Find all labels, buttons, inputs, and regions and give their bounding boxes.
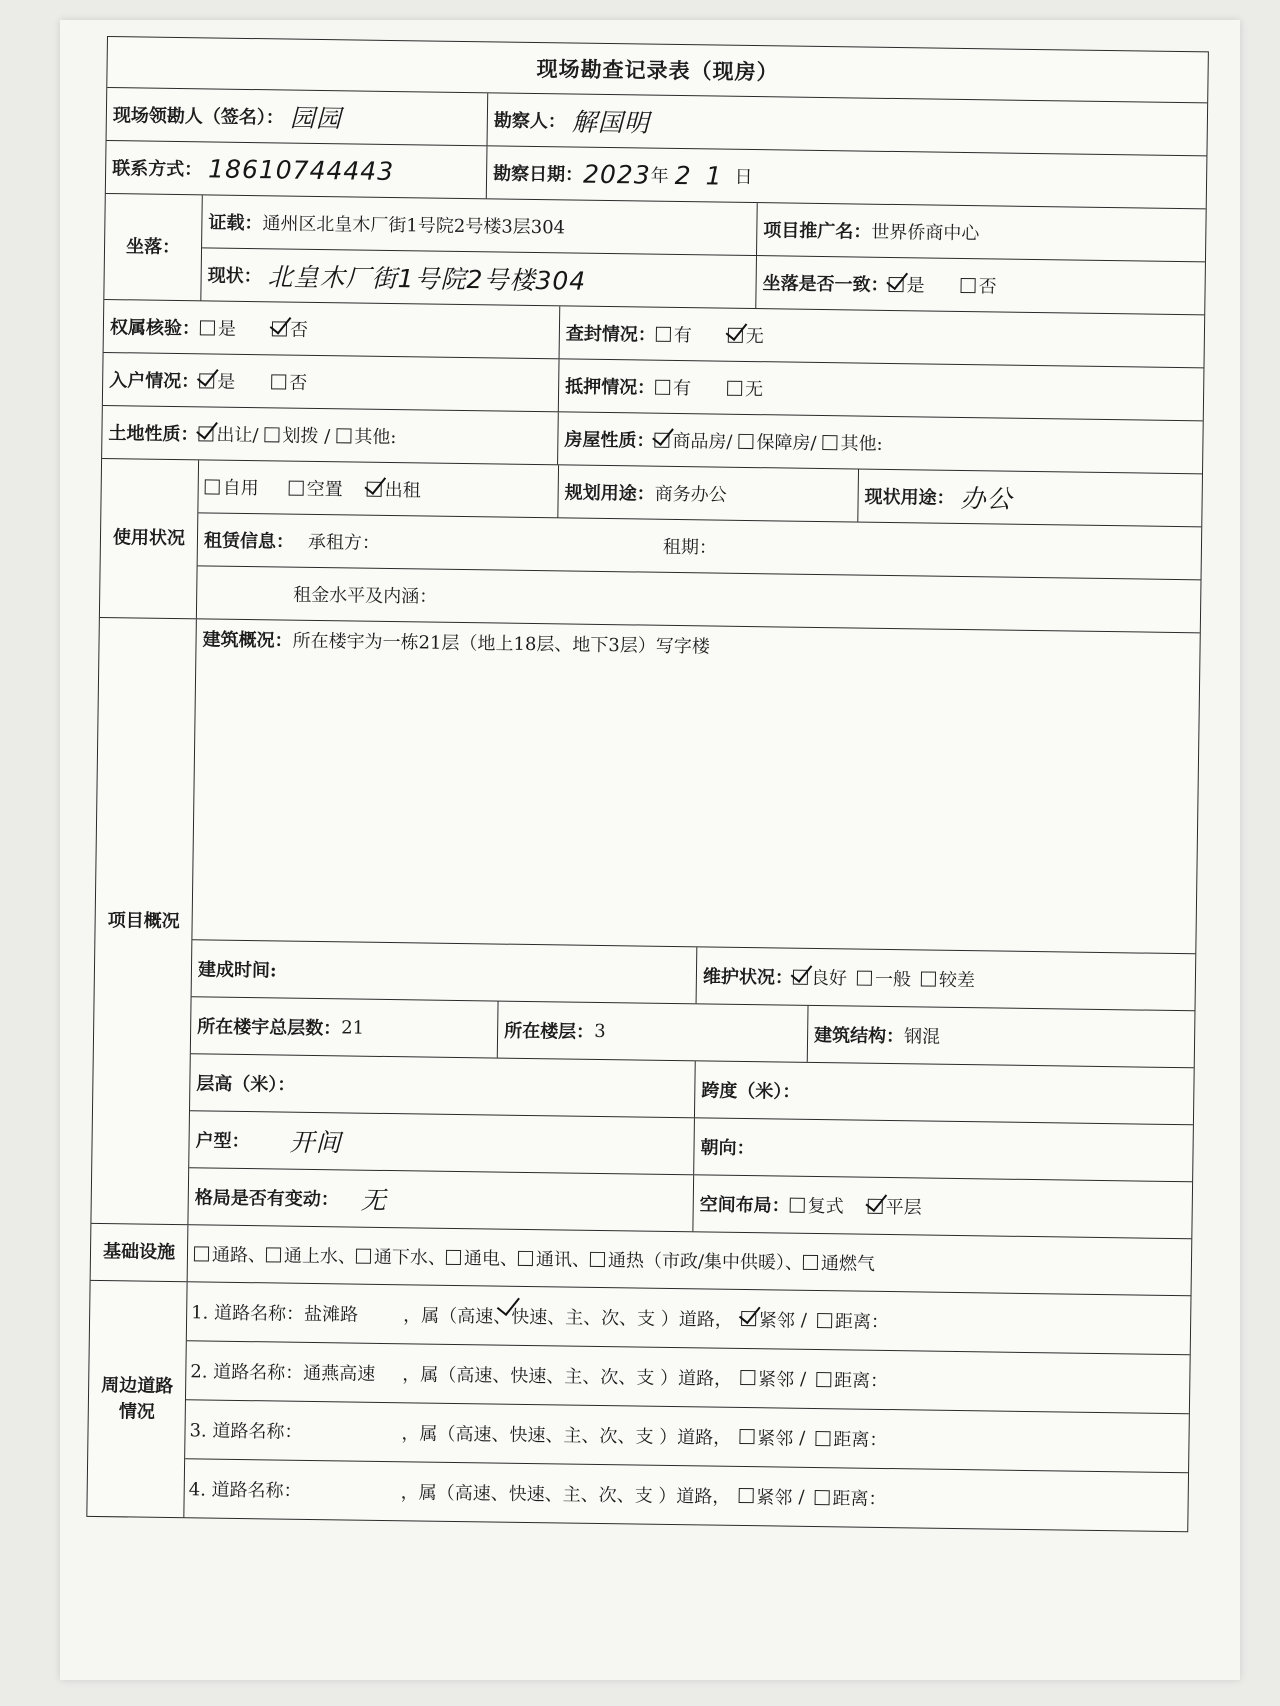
house-affordable-label: 保障房/ (756, 432, 817, 454)
seizure-label: 查封情况： (565, 323, 657, 346)
infra-heating-label: 通热（市政/集中供暖）、 (607, 1250, 804, 1274)
date-year: 2023 (582, 159, 651, 190)
layout-change-label: 格局是否有变动： (194, 1187, 339, 1211)
lease-field (198, 513, 858, 574)
form-title: 现场勘查记录表（现房） (536, 56, 779, 85)
land-other-checkbox[interactable] (336, 428, 351, 443)
infra-heating-checkbox[interactable] (590, 1251, 605, 1266)
usage-vacant-checkbox[interactable] (289, 480, 304, 495)
promo-value: 世界侨商中心 (871, 221, 980, 245)
maintenance-field (696, 947, 1196, 1010)
maintenance-poor-checkbox[interactable] (921, 971, 936, 986)
road-2-adjacent-label: 紧邻 (757, 1369, 795, 1391)
promo-label: 项目推广名： (763, 220, 872, 243)
structure-label: 建筑结构： (813, 1024, 905, 1048)
move-in-yes-label: 是 (217, 371, 236, 393)
built-time-label: 建成时间: (197, 959, 277, 982)
land-other-label: 其他: (354, 426, 397, 449)
mortgage-none-checkbox[interactable] (727, 380, 742, 395)
road-4-distance-checkbox[interactable] (814, 1490, 829, 1505)
overview-value: 所在楼宇为一栋21层（地上18层、地下3层）写字楼 (292, 630, 710, 658)
road-3-slash: / (799, 1427, 806, 1449)
usage-label: 使用状况 (112, 527, 186, 550)
land-transfer-label: 出让/ (216, 424, 259, 447)
space-duplex-label: 复式 (807, 1195, 844, 1218)
structure-field (807, 1006, 1195, 1067)
road-3-grade: ，属（高速、快速、主、次、支 ）道路， (401, 1423, 732, 1449)
seizure-has-checkbox[interactable] (656, 326, 671, 341)
seizure-none-checkbox[interactable] (728, 327, 743, 342)
road-2-name: 通燕高速 (303, 1362, 376, 1385)
maintenance-normal-label: 一般 (874, 968, 912, 991)
project-section (91, 617, 1199, 1238)
road-1-grade: ，属（高速、快速、主、次、支 ）道路， (403, 1301, 733, 1332)
tenant-label: 承租方： (307, 531, 381, 554)
ownership-label: 权属核验： (109, 317, 201, 340)
ownership-field (104, 300, 560, 358)
infra-water-supply-checkbox[interactable] (266, 1247, 281, 1262)
road-3-distance-label: 距离： (833, 1429, 888, 1452)
current-use-label: 现状用途： (864, 486, 955, 509)
layout-value: 开间 (289, 1127, 342, 1158)
road-3-label: 3. 道路名称： (189, 1420, 303, 1443)
space-flat-checkbox[interactable] (868, 1198, 883, 1213)
road-4-slash: / (798, 1486, 805, 1508)
infra-gas-label: 通燃气 (820, 1253, 876, 1275)
ownership-yes-checkbox[interactable] (200, 320, 215, 335)
road-2-label: 2. 道路名称： (190, 1361, 304, 1384)
usage-self-label: 自用 (222, 477, 259, 500)
move-in-no-checkbox[interactable] (271, 374, 286, 389)
road-4-distance-label: 距离： (832, 1488, 887, 1511)
total-floors-value: 21 (341, 1016, 365, 1039)
total-floors-field (191, 997, 498, 1057)
infra-telecom-label: 通讯、 (535, 1249, 591, 1271)
usage-section (100, 458, 1202, 632)
road-4-grade: ，属（高速、快速、主、次、支 ）道路， (400, 1482, 731, 1508)
consistent-label: 坐落是否一致： (762, 273, 889, 296)
road-1-distance-label: 距离： (834, 1311, 890, 1334)
maintenance-good-label: 良好 (810, 967, 848, 990)
lead-signature: 园园 (289, 103, 343, 134)
layout-change-value: 无 (360, 1185, 387, 1216)
span-field (694, 1061, 1194, 1124)
mortgage-has-label: 有 (672, 377, 692, 400)
mortgage-field (558, 359, 1204, 420)
house-label: 房屋性质： (564, 429, 655, 452)
infra-road-checkbox[interactable] (194, 1246, 209, 1261)
floor-label: 所在楼层： (503, 1020, 595, 1043)
ownership-yes-label: 是 (217, 318, 237, 340)
infra-telecom-checkbox[interactable] (518, 1250, 533, 1265)
date-day: 1 (705, 160, 723, 191)
usage-status-field (198, 460, 558, 517)
promo-field (756, 203, 1206, 261)
infra-label: 基础设施 (102, 1241, 176, 1264)
location-section (104, 193, 1205, 314)
infra-power-checkbox[interactable] (446, 1249, 461, 1264)
planned-use-value: 商务办公 (654, 483, 727, 506)
current-location-label: 现状： (207, 265, 262, 288)
road-3-distance-checkbox[interactable] (815, 1431, 830, 1446)
lead-field (107, 88, 488, 145)
infra-water-supply-label: 通上水、 (283, 1245, 357, 1268)
contact-value: 18610744443 (207, 153, 395, 186)
overview-field (192, 619, 1199, 953)
usage-vacant-label: 空置 (306, 478, 343, 501)
usage-rent-label: 出租 (384, 479, 421, 502)
maintenance-poor-label: 较差 (938, 969, 976, 992)
infra-drainage-checkbox[interactable] (356, 1248, 371, 1263)
road-4-adjacent-label: 紧邻 (756, 1487, 793, 1509)
infra-road-label: 通路、 (211, 1244, 267, 1267)
date-day-unit: 日 (734, 166, 753, 189)
road-2-distance-checkbox[interactable] (816, 1372, 831, 1387)
consistent-field (755, 256, 1205, 314)
survey-form (86, 36, 1209, 1532)
road-1-label: 1. 道路名称： (191, 1302, 305, 1325)
land-transfer-checkbox[interactable] (198, 426, 213, 441)
house-field (557, 412, 1203, 473)
orientation-field (693, 1118, 1193, 1181)
date-label: 勘察日期： (492, 163, 584, 186)
ownership-no-label: 否 (289, 319, 309, 341)
house-other-checkbox[interactable] (822, 435, 837, 450)
consistent-yes-checkbox[interactable] (889, 276, 904, 291)
consistent-yes-label: 是 (906, 275, 925, 297)
consistent-no-checkbox[interactable] (961, 277, 976, 292)
lease-label: 租赁信息： (203, 530, 295, 553)
road-2-grade: ，属（高速、快速、主、次、支 ）道路， (402, 1364, 733, 1390)
planned-use-label: 规划用途： (564, 482, 655, 505)
mortgage-label: 抵押情况： (564, 376, 656, 399)
seizure-has-label: 有 (673, 324, 693, 347)
current-use-value: 办公 (960, 483, 1013, 514)
roads-label: 周边道路情况 (101, 1375, 174, 1423)
structure-value: 钢混 (903, 1026, 941, 1048)
rent-level-label: 租金水平及内涵： (293, 584, 438, 608)
space-layout-field (692, 1175, 1192, 1238)
road-1-name: 盐滩路 (303, 1303, 359, 1326)
space-duplex-checkbox[interactable] (790, 1197, 805, 1212)
current-location-field (201, 248, 756, 308)
floor-field (497, 1002, 808, 1062)
roads-section (87, 1280, 1190, 1531)
house-commercial-label: 商品房/ (672, 430, 733, 453)
floor-height-field (190, 1054, 695, 1117)
contact-field (106, 141, 487, 198)
infra-power-label: 通电、 (463, 1248, 519, 1270)
space-flat-label: 平层 (885, 1196, 922, 1219)
inspector-field (487, 93, 1208, 155)
usage-self-checkbox[interactable] (205, 479, 220, 494)
layout-field (189, 1111, 694, 1174)
layout-label: 户型： (195, 1130, 250, 1153)
ownership-no-checkbox[interactable] (272, 321, 287, 336)
move-in-yes-checkbox[interactable] (199, 373, 214, 388)
infra-drainage-label: 通下水、 (373, 1246, 447, 1269)
road-1-slash: / (800, 1309, 808, 1331)
usage-rent-checkbox[interactable] (367, 481, 382, 496)
consistent-no-label: 否 (978, 276, 997, 298)
seizure-none-label: 无 (745, 325, 765, 348)
date-month: 2 (674, 160, 692, 190)
move-in-field (103, 353, 559, 411)
road-1-adjacent-label: 紧邻 (758, 1310, 796, 1332)
certificate-label: 证载： (208, 212, 263, 235)
seizure-field (559, 306, 1205, 367)
floor-value: 3 (594, 1020, 606, 1042)
layout-change-field (188, 1168, 693, 1231)
space-layout-label: 空间布局： (699, 1194, 790, 1217)
land-field (102, 406, 558, 464)
road-1-adjacent-checkbox[interactable] (741, 1311, 756, 1326)
current-use-field (857, 470, 1202, 527)
house-commercial-checkbox[interactable] (654, 432, 669, 447)
lead-label: 现场领勘人（签名）： (112, 105, 285, 129)
certificate-value: 通州区北皇木厂街1号院2号楼3层304 (262, 213, 566, 239)
date-field (486, 146, 1207, 208)
maintenance-normal-checkbox[interactable] (857, 970, 872, 985)
road-3-adjacent-label: 紧邻 (757, 1428, 794, 1450)
road-2-adjacent-checkbox[interactable] (740, 1370, 755, 1385)
mortgage-has-checkbox[interactable] (655, 379, 670, 394)
date-year-unit: 年 (650, 165, 669, 187)
road-2-distance-label: 距离： (833, 1370, 889, 1393)
road-2-slash: / (799, 1368, 807, 1390)
infra-gas-checkbox[interactable] (803, 1254, 818, 1269)
orientation-label: 朝向： (700, 1137, 755, 1160)
road-4-label: 4. 道路名称： (188, 1479, 302, 1502)
lease-term-label: 租期： (662, 536, 718, 559)
move-in-no-label: 否 (289, 372, 308, 394)
overview-label: 建筑概况： (202, 629, 293, 652)
project-label: 项目概况 (107, 910, 180, 933)
span-label: 跨度（米）： (701, 1080, 801, 1103)
lease-term-field (662, 523, 1202, 580)
inspector-signature: 解国明 (571, 107, 651, 138)
built-time-field (192, 940, 697, 1003)
floor-height-label: 层高（米）： (196, 1073, 296, 1096)
house-affordable-checkbox[interactable] (738, 433, 753, 448)
mortgage-none-label: 无 (744, 378, 764, 401)
road-3-adjacent-checkbox[interactable] (739, 1429, 754, 1444)
move-in-label: 入户情况： (109, 370, 200, 393)
land-label: 土地性质： (108, 423, 199, 446)
land-allocation-checkbox[interactable] (264, 427, 279, 442)
maintenance-label: 维护状况： (702, 966, 794, 989)
road-1-distance-checkbox[interactable] (817, 1313, 832, 1328)
road-4-adjacent-checkbox[interactable] (738, 1488, 753, 1503)
inspector-label: 勘察人： (493, 110, 566, 133)
planned-use-field (557, 465, 858, 521)
certificate-field (202, 195, 757, 255)
maintenance-good-checkbox[interactable] (793, 969, 808, 984)
total-floors-label: 所在楼宇总层数： (197, 1016, 342, 1040)
contact-label: 联系方式： (112, 158, 203, 181)
house-other-label: 其他: (840, 433, 883, 455)
land-allocation-label: 划拨 / (282, 425, 331, 448)
current-location-value: 北皇木厂街1号院2号楼304 (267, 262, 587, 296)
location-label: 坐落： (125, 236, 181, 258)
